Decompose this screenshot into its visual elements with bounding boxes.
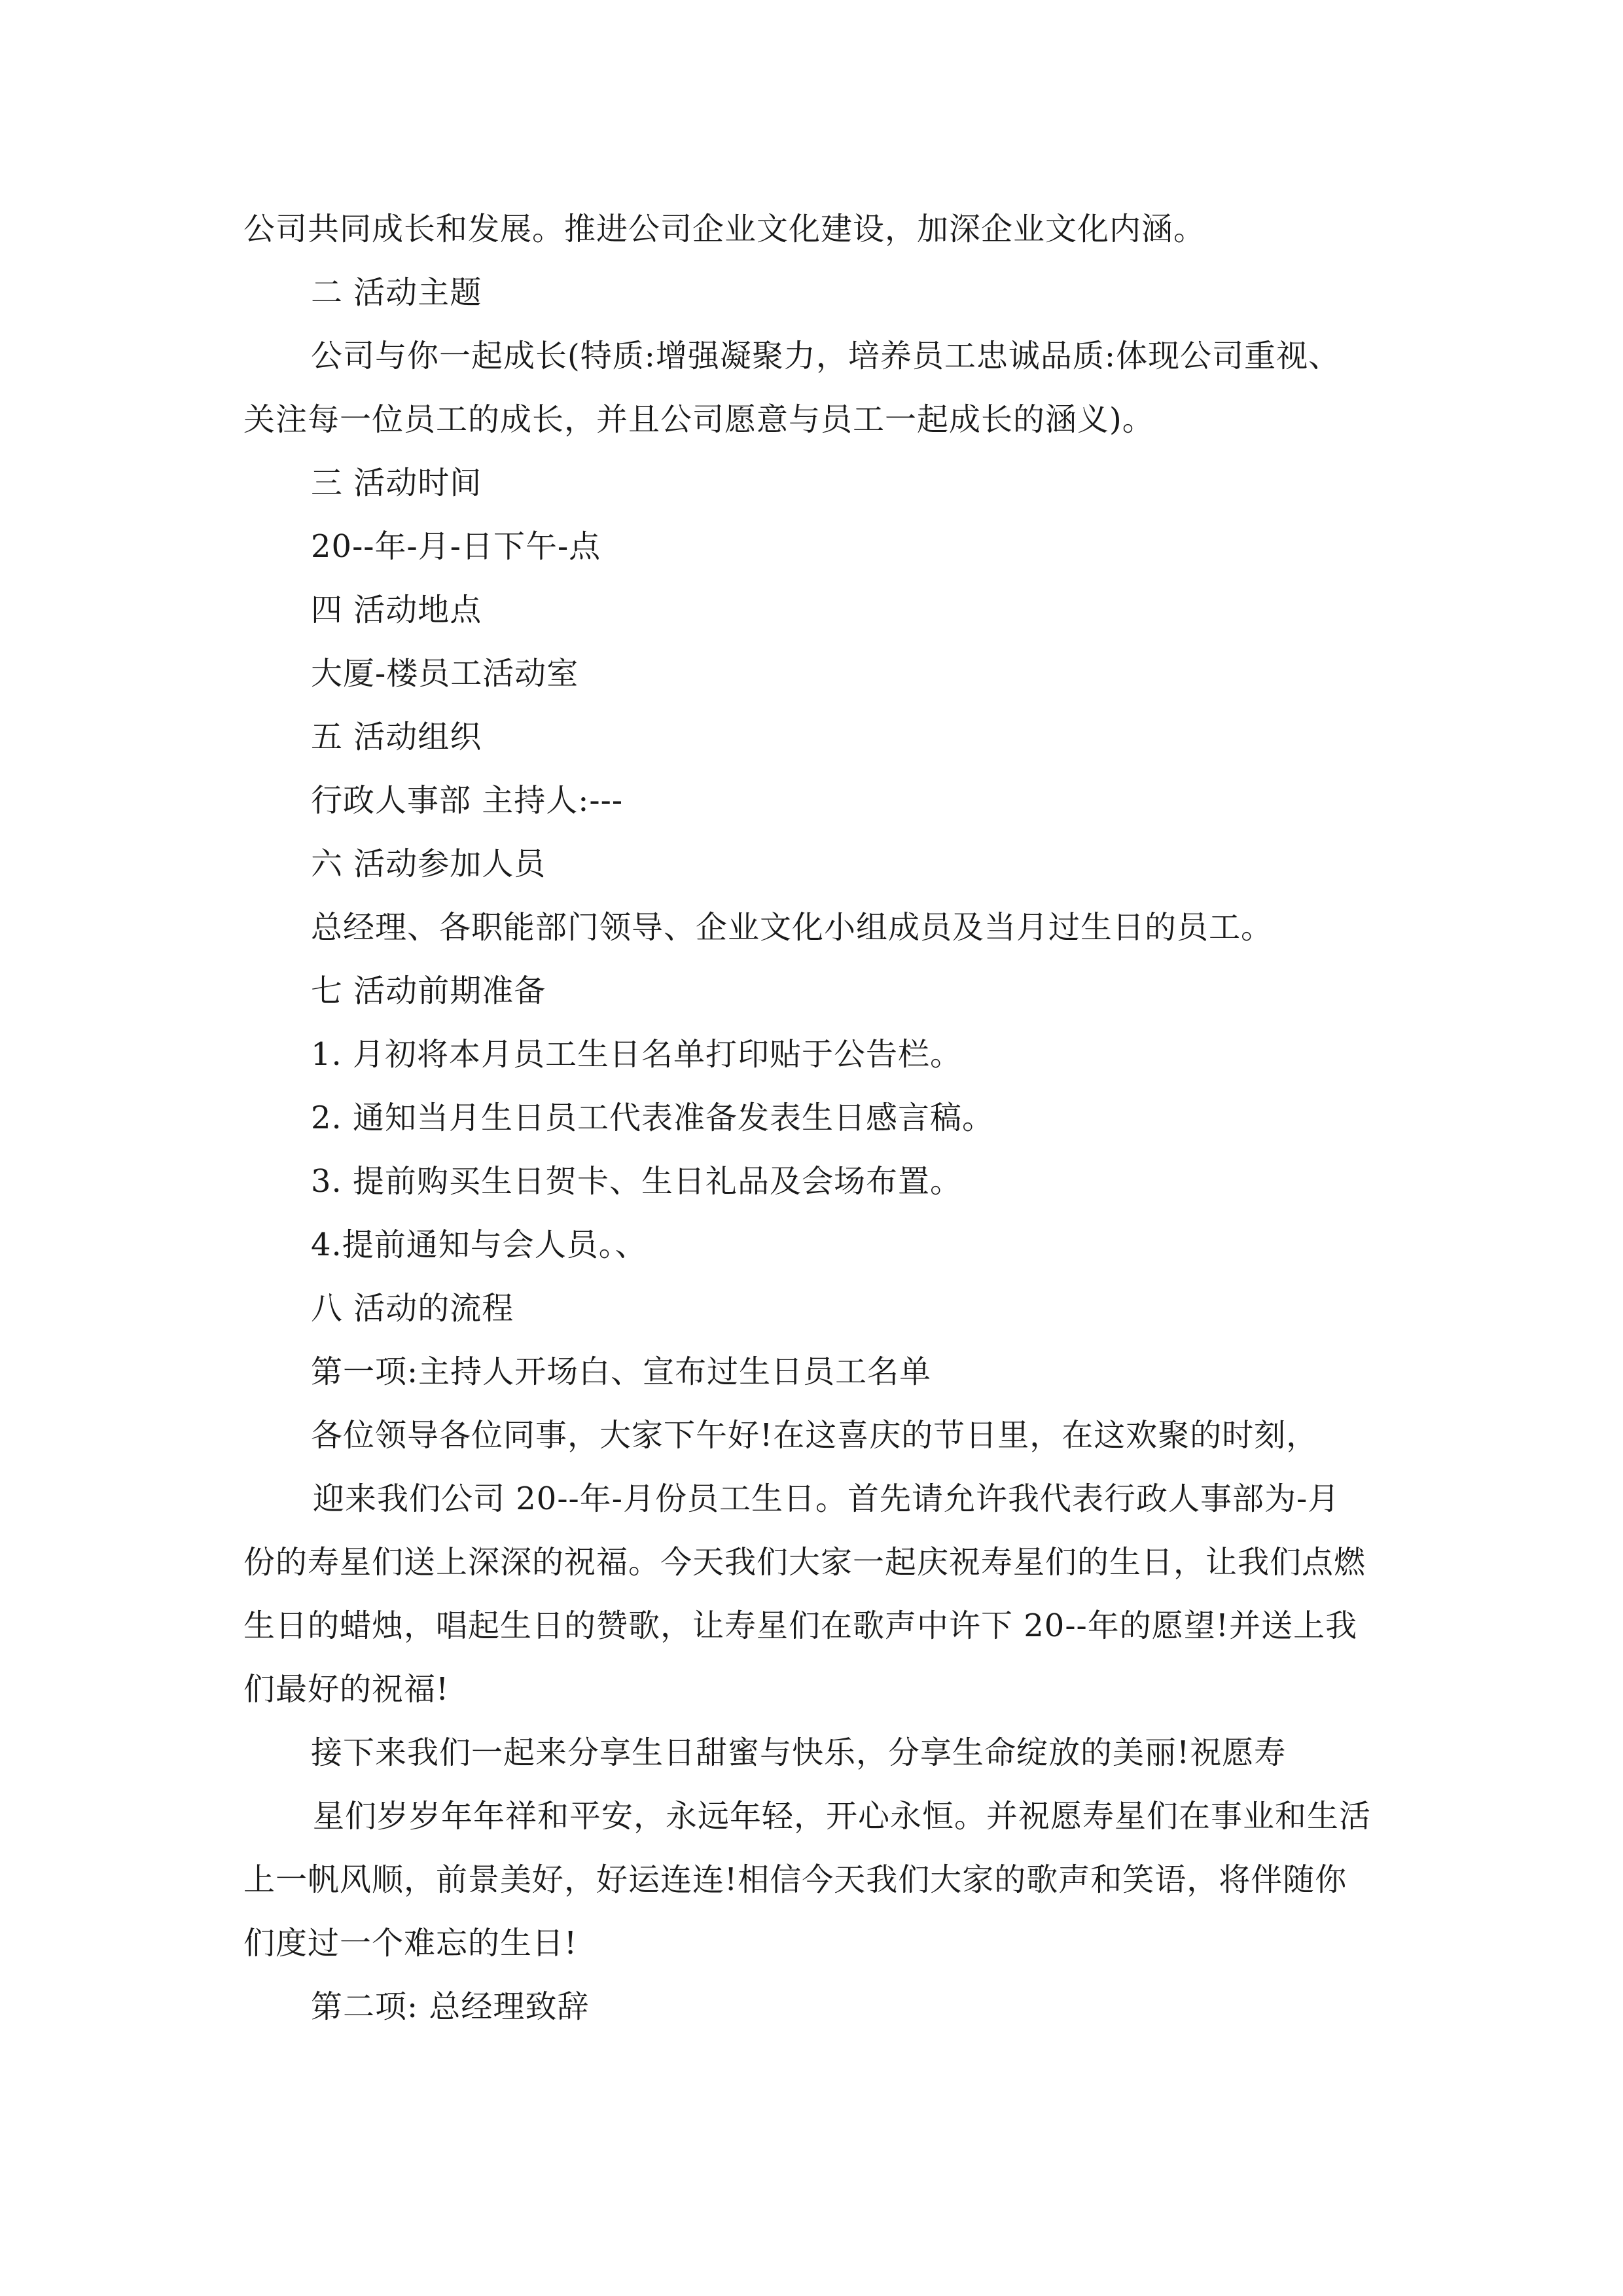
section-heading: 八 活动的流程	[311, 1290, 514, 1327]
section-heading: 七 活动前期准备	[311, 973, 546, 1009]
text-line: 们最好的祝福!	[243, 1671, 450, 1708]
section-heading: 六 活动参加人员	[311, 846, 546, 882]
text-line: 迎来我们公司 20--年-月份员工生日。首先请允许我代表行政人事部为-月	[313, 1480, 1340, 1517]
text-line: 份的寿星们送上深深的祝福。今天我们大家一起庆祝寿星们的生日，让我们点燃	[243, 1544, 1366, 1581]
text-line: 第二项: 总经理致辞	[311, 1988, 590, 2025]
section-heading: 四 活动地点	[311, 592, 482, 628]
text-line: 第一项:主持人开场白、宣布过生日员工名单	[311, 1354, 932, 1390]
text-line: 接下来我们一起来分享生日甜蜜与快乐，分享生命绽放的美丽!祝愿寿	[311, 1734, 1287, 1771]
text-line: 各位领导各位同事，大家下午好!在这喜庆的节日里，在这欢聚的时刻，	[311, 1417, 1319, 1454]
text-line: 生日的蜡烛，唱起生日的赞歌，让寿星们在歌声中许下 20--年的愿望!并送上我	[243, 1607, 1358, 1644]
text-line: 公司与你一起成长(特质:增强凝聚力，培养员工忠诚品质:体现公司重视、	[311, 338, 1341, 374]
text-line: 们度过一个难忘的生日!	[243, 1925, 578, 1962]
text-line: 大厦-楼员工活动室	[311, 655, 579, 692]
text-line: 总经理、各职能部门领导、企业文化小组成员及当月过生日的员工。	[311, 909, 1274, 946]
text-line: 20--年-月-日下午-点	[311, 528, 601, 565]
text-line: 公司共同成长和发展。推进公司企业文化建设，加深企业文化内涵。	[243, 211, 1206, 247]
section-heading: 二 活动主题	[311, 274, 482, 311]
text-line: 上一帆风顺，前景美好，好运连连!相信今天我们大家的歌声和笑语，将伴随你	[243, 1861, 1347, 1898]
section-heading: 五 活动组织	[311, 719, 482, 755]
text-line: 关注每一位员工的成长，并且公司愿意与员工一起成长的涵义)。	[243, 401, 1154, 438]
text-line: 行政人事部 主持人:---	[311, 782, 624, 819]
list-item: 4.提前通知与会人员。、	[311, 1227, 647, 1263]
list-item: 1. 月初将本月员工生日名单打印贴于公告栏。	[311, 1036, 963, 1073]
list-item: 2. 通知当月生日员工代表准备发表生日感言稿。	[311, 1100, 995, 1136]
section-heading: 三 活动时间	[311, 465, 482, 501]
list-item: 3. 提前购买生日贺卡、生日礼品及会场布置。	[311, 1163, 963, 1200]
text-line: 星们岁岁年年祥和平安，永远年轻，开心永恒。并祝愿寿星们在事业和生活	[313, 1798, 1372, 1835]
